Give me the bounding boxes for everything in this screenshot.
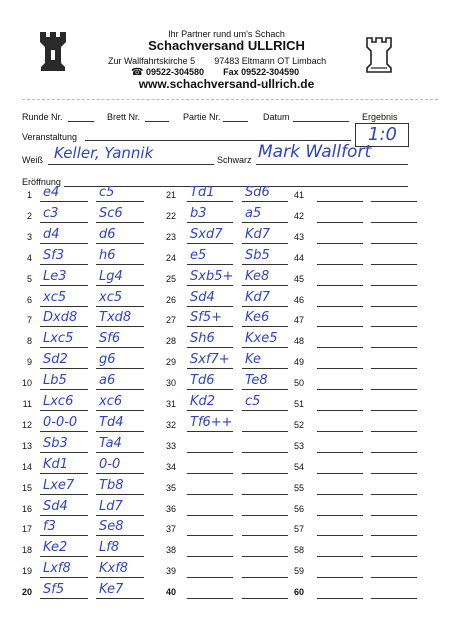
move-number: 35: [165, 483, 176, 493]
black-move-field[interactable]: [242, 577, 288, 578]
white-move: Td6: [190, 373, 215, 388]
white-move-field[interactable]: [187, 598, 233, 599]
board-label: Brett Nr.: [107, 112, 141, 122]
white-move-field[interactable]: [187, 452, 233, 453]
move-number: 41: [293, 190, 304, 200]
result-value: 1:0: [368, 124, 397, 145]
move-number: 11: [22, 399, 32, 409]
move-number: 4: [26, 253, 32, 263]
move-number: 52: [293, 420, 304, 430]
black-move: xc5: [99, 290, 123, 305]
move-number: 51: [293, 399, 304, 409]
white-move: Sf3: [43, 248, 65, 263]
black-move-field[interactable]: [96, 473, 144, 474]
phone-icon: ☎: [131, 67, 144, 78]
move-number: 32: [165, 420, 176, 430]
move-number: 58: [293, 545, 304, 555]
black-move-field[interactable]: [242, 285, 288, 286]
white-player-name: Keller, Yannik: [54, 144, 154, 162]
move-number: 15: [21, 483, 32, 493]
black-move-field[interactable]: [371, 306, 417, 307]
move-number: 2: [26, 211, 32, 221]
company-name: Schachversand ULLRICH: [148, 38, 305, 53]
move-number: 23: [165, 232, 176, 242]
black-move-field[interactable]: [242, 306, 288, 307]
move-number: 26: [165, 295, 176, 305]
black-move-field[interactable]: [242, 494, 288, 495]
black-move-field[interactable]: [242, 473, 288, 474]
move-number: 38: [165, 545, 176, 555]
black-move: a6: [99, 373, 116, 388]
black-move: Ke6: [245, 310, 270, 325]
white-move-field[interactable]: [187, 577, 233, 578]
move-number: 40: [165, 587, 176, 597]
black-move: Ta4: [99, 436, 122, 451]
move-number: 21: [165, 190, 176, 200]
white-move-field[interactable]: [317, 222, 363, 223]
move-number: 25: [165, 274, 176, 284]
white-move: Sd4: [43, 499, 68, 514]
white-move: Sd4: [190, 290, 215, 305]
white-move-field[interactable]: [40, 201, 88, 202]
white-move-field[interactable]: [187, 222, 233, 223]
phone-number: 09522-304580: [145, 67, 205, 77]
black-move-field[interactable]: [242, 389, 288, 390]
move-number: 36: [165, 504, 176, 514]
white-move: Le3: [43, 269, 67, 284]
move-number: 22: [165, 211, 176, 221]
black-move-field[interactable]: [371, 243, 417, 244]
white-move: Sxb5+: [190, 269, 234, 284]
game-label: Partie Nr.: [183, 112, 221, 122]
white-move: c3: [43, 206, 59, 221]
white-move-field[interactable]: [40, 556, 88, 557]
move-number: 31: [165, 399, 176, 409]
move-number: 13: [21, 441, 32, 451]
black-move-field[interactable]: [371, 201, 417, 202]
move-number: 7: [26, 315, 32, 325]
result-label: Ergebnis: [362, 112, 398, 122]
white-move: xc5: [43, 290, 67, 305]
white-move-field[interactable]: [187, 306, 233, 307]
black-move: Ke: [245, 352, 262, 367]
white-move-field[interactable]: [317, 515, 363, 516]
move-number: 1: [26, 190, 32, 200]
white-move-field[interactable]: [317, 201, 363, 202]
white-move-field[interactable]: [317, 306, 363, 307]
white-move-field[interactable]: [187, 473, 233, 474]
black-move-field[interactable]: [242, 556, 288, 557]
black-move-field[interactable]: [371, 326, 417, 327]
move-number: 44: [293, 253, 304, 263]
move-number: 19: [21, 566, 32, 576]
black-move: Lg4: [99, 269, 123, 284]
white-move-field[interactable]: [317, 326, 363, 327]
move-number: 18: [21, 545, 32, 555]
opening-field[interactable]: [64, 186, 408, 187]
black-move: Kxe5: [245, 331, 278, 346]
black-move-field[interactable]: [242, 243, 288, 244]
date-field[interactable]: [293, 121, 349, 122]
move-number: 16: [21, 504, 32, 514]
move-number: 10: [21, 378, 32, 388]
black-move-field[interactable]: [242, 264, 288, 265]
white-move: d4: [43, 227, 60, 242]
move-number: 37: [165, 524, 176, 534]
move-number: 56: [293, 504, 304, 514]
move-number: 5: [26, 274, 32, 284]
black-move: Sc6: [99, 206, 123, 221]
black-move-field[interactable]: [242, 431, 288, 432]
white-move-field[interactable]: [187, 431, 233, 432]
black-field[interactable]: [256, 164, 408, 165]
move-number: 30: [165, 378, 176, 388]
move-number: 55: [293, 483, 304, 493]
white-move-field[interactable]: [40, 577, 88, 578]
move-number: 14: [21, 462, 32, 472]
black-move-field[interactable]: [371, 452, 417, 453]
black-move: h6: [99, 248, 116, 263]
black-move-field[interactable]: [96, 264, 144, 265]
move-number: 53: [293, 441, 304, 451]
move-number: 34: [165, 462, 176, 472]
white-move: Sxf7+: [190, 352, 230, 367]
black-move: Sb5: [245, 248, 270, 263]
city: 97483 Eltmann OT Limbach: [214, 56, 327, 66]
white-move-field[interactable]: [187, 326, 233, 327]
game-field[interactable]: [223, 121, 248, 122]
black-move-field[interactable]: [96, 326, 144, 327]
black-move-field[interactable]: [242, 598, 288, 599]
white-move: Lxf8: [43, 561, 71, 576]
date-label: Datum: [263, 112, 290, 122]
white-move-field[interactable]: [187, 347, 233, 348]
black-move: d6: [99, 227, 116, 242]
white-move-field[interactable]: [40, 452, 88, 453]
black-move-field[interactable]: [96, 577, 144, 578]
black-move: c5: [245, 394, 261, 409]
black-move-field[interactable]: [242, 326, 288, 327]
move-number: 29: [165, 357, 176, 367]
black-move-field[interactable]: [371, 410, 417, 411]
black-move: Te8: [245, 373, 268, 388]
black-move-field[interactable]: [96, 201, 144, 202]
black-move: g6: [99, 352, 116, 367]
black-move: Kxf8: [99, 561, 129, 576]
header-divider: [22, 99, 438, 100]
white-move-field[interactable]: [317, 285, 363, 286]
move-number: 46: [293, 295, 304, 305]
move-number: 39: [165, 566, 176, 576]
black-move-field[interactable]: [371, 494, 417, 495]
white-move: Sxd7: [190, 227, 223, 242]
black-move-field[interactable]: [371, 368, 417, 369]
white-move-field[interactable]: [40, 473, 88, 474]
black-move: Td4: [99, 415, 124, 430]
address-line: [108, 56, 326, 66]
move-number: 57: [293, 524, 304, 534]
move-number: 50: [293, 378, 304, 388]
white-move-field[interactable]: [187, 368, 233, 369]
white-move-field[interactable]: [317, 410, 363, 411]
white-move-field[interactable]: [40, 264, 88, 265]
black-move-field[interactable]: [96, 306, 144, 307]
white-move-field[interactable]: [187, 515, 233, 516]
white-move: Sb3: [43, 436, 68, 451]
white-move-field[interactable]: [40, 285, 88, 286]
black-move: Sf6: [99, 331, 121, 346]
black-move-field[interactable]: [371, 535, 417, 536]
white-move-field[interactable]: [317, 264, 363, 265]
website: www.schachversand-ullrich.de: [138, 77, 315, 91]
move-number: 45: [293, 274, 304, 284]
black-move-field[interactable]: [96, 535, 144, 536]
black-move-field[interactable]: [242, 201, 288, 202]
white-move-field[interactable]: [40, 389, 88, 390]
black-move: Ke8: [245, 269, 270, 284]
black-move-field[interactable]: [371, 347, 417, 348]
black-move-field[interactable]: [96, 243, 144, 244]
black-move-field[interactable]: [242, 410, 288, 411]
black-move-field[interactable]: [242, 452, 288, 453]
black-move: Ld7: [99, 499, 123, 514]
event-field[interactable]: [85, 140, 351, 141]
fax-number: 09522-304590: [241, 67, 300, 77]
white-move-field[interactable]: [187, 410, 233, 411]
black-move-field[interactable]: [371, 264, 417, 265]
white-move: Tf6++: [190, 415, 233, 430]
white-move-field[interactable]: [187, 264, 233, 265]
white-move-field[interactable]: [317, 598, 363, 599]
black-move-field[interactable]: [96, 410, 144, 411]
white-move: e4: [43, 185, 60, 200]
round-field[interactable]: [68, 121, 94, 122]
black-move: Txd8: [99, 310, 132, 325]
white-move: 0-0-0: [43, 415, 78, 430]
move-number: 3: [26, 232, 32, 242]
event-label: Veranstaltung: [22, 132, 78, 142]
black-move: Se8: [99, 519, 124, 534]
black-move-field[interactable]: [96, 285, 144, 286]
white-move-field[interactable]: [317, 577, 363, 578]
board-field[interactable]: [145, 121, 169, 122]
move-number: 20: [21, 587, 32, 597]
move-number: 47: [293, 315, 304, 325]
black-move-field[interactable]: [242, 347, 288, 348]
white-move: f3: [43, 519, 56, 534]
move-number: 27: [165, 315, 176, 325]
black-move: a5: [245, 206, 262, 221]
black-move: c5: [99, 185, 115, 200]
black-move-field[interactable]: [242, 222, 288, 223]
black-move-field[interactable]: [96, 598, 144, 599]
move-number: 49: [293, 357, 304, 367]
white-move: Lxc6: [43, 394, 74, 409]
move-number: 8: [26, 336, 32, 346]
white-move-field[interactable]: [187, 243, 233, 244]
white-move-field[interactable]: [40, 410, 88, 411]
white-move: Kd2: [190, 394, 216, 409]
white-move-field[interactable]: [317, 535, 363, 536]
move-number: 43: [293, 232, 304, 242]
black-move-field[interactable]: [96, 515, 144, 516]
black-move-field[interactable]: [242, 515, 288, 516]
white-move: e5: [190, 248, 207, 263]
white-move: Sh6: [190, 331, 215, 346]
black-move-field[interactable]: [242, 535, 288, 536]
white-move: Lxc5: [43, 331, 74, 346]
white-move: Sf5: [43, 582, 65, 597]
black-move-field[interactable]: [371, 598, 417, 599]
fax-label: Fax: [223, 67, 239, 77]
white-move: Lxe7: [43, 478, 75, 493]
white-move-field[interactable]: [40, 431, 88, 432]
black-move-field[interactable]: [371, 285, 417, 286]
black-move: Ke7: [99, 582, 124, 597]
street: Zur Wallfahrtskirche 5: [108, 56, 196, 66]
white-move-field[interactable]: [317, 347, 363, 348]
black-move-field[interactable]: [371, 431, 417, 432]
white-move: Kd1: [43, 457, 69, 472]
white-move-field[interactable]: [40, 347, 88, 348]
white-move-field[interactable]: [317, 431, 363, 432]
tagline: Ihr Partner rund um's Schach: [168, 29, 285, 39]
white-move-field[interactable]: [317, 368, 363, 369]
move-number: 12: [21, 420, 32, 430]
black-move-field[interactable]: [371, 389, 417, 390]
move-number: 42: [293, 211, 304, 221]
move-number: 6: [26, 295, 32, 305]
white-move-field[interactable]: [317, 452, 363, 453]
move-number: 33: [165, 441, 176, 451]
black-move-field[interactable]: [96, 389, 144, 390]
black-move-field[interactable]: [371, 222, 417, 223]
white-move-field[interactable]: [40, 243, 88, 244]
white-move: Lb5: [43, 373, 67, 388]
white-move-field[interactable]: [40, 494, 88, 495]
black-move-field[interactable]: [96, 452, 144, 453]
white-move-field[interactable]: [187, 494, 233, 495]
white-move-field[interactable]: [317, 243, 363, 244]
white-move-field[interactable]: [40, 535, 88, 536]
white-move-field[interactable]: [40, 326, 88, 327]
white-field[interactable]: [48, 164, 214, 165]
black-move: Kd7: [245, 290, 271, 305]
black-move: Tb8: [99, 478, 124, 493]
move-number: 9: [26, 357, 32, 367]
move-number: 28: [165, 336, 176, 346]
black-move-field[interactable]: [242, 368, 288, 369]
black-player-name: Mark Wallfort: [258, 142, 372, 162]
white-move: Td1: [190, 185, 215, 200]
white-move-field[interactable]: [317, 494, 363, 495]
black-move-field[interactable]: [371, 515, 417, 516]
white-move: Dxd8: [43, 310, 78, 325]
white-label: Weiß: [22, 155, 43, 165]
white-move: Sf5+: [190, 310, 222, 325]
black-move: 0-0: [99, 457, 121, 472]
black-move-field[interactable]: [96, 347, 144, 348]
white-move-field[interactable]: [40, 515, 88, 516]
black-move: xc6: [99, 394, 123, 409]
opening-label: Eröffnung: [22, 177, 61, 187]
white-move-field[interactable]: [317, 389, 363, 390]
black-move-field[interactable]: [96, 556, 144, 557]
move-number: 60: [293, 587, 304, 597]
move-number: 59: [293, 566, 304, 576]
move-number: 48: [293, 336, 304, 346]
white-move-field[interactable]: [187, 556, 233, 557]
white-move: Ke2: [43, 540, 68, 555]
black-move-field[interactable]: [371, 473, 417, 474]
white-move-field[interactable]: [187, 285, 233, 286]
white-move-field[interactable]: [317, 556, 363, 557]
white-move-field[interactable]: [187, 201, 233, 202]
move-number: 54: [293, 462, 304, 472]
black-move-field[interactable]: [96, 222, 144, 223]
white-move: Sd2: [43, 352, 68, 367]
black-move-field[interactable]: [96, 494, 144, 495]
white-move-field[interactable]: [40, 368, 88, 369]
black-move-field[interactable]: [96, 431, 144, 432]
black-move-field[interactable]: [96, 368, 144, 369]
white-move-field[interactable]: [317, 473, 363, 474]
black-move: Lf8: [99, 540, 120, 555]
move-number: 24: [165, 253, 176, 263]
round-label: Runde Nr.: [22, 112, 63, 122]
black-move-field[interactable]: [371, 556, 417, 557]
black-move: Kd7: [245, 227, 271, 242]
white-move-field[interactable]: [40, 598, 88, 599]
white-move-field[interactable]: [187, 389, 233, 390]
black-label: Schwarz: [217, 155, 252, 165]
move-number: 17: [21, 524, 32, 534]
white-move-field[interactable]: [187, 535, 233, 536]
white-move-field[interactable]: [40, 306, 88, 307]
white-move: b3: [190, 206, 207, 221]
white-move-field[interactable]: [40, 222, 88, 223]
black-move-field[interactable]: [371, 577, 417, 578]
black-move: Sd6: [245, 185, 270, 200]
